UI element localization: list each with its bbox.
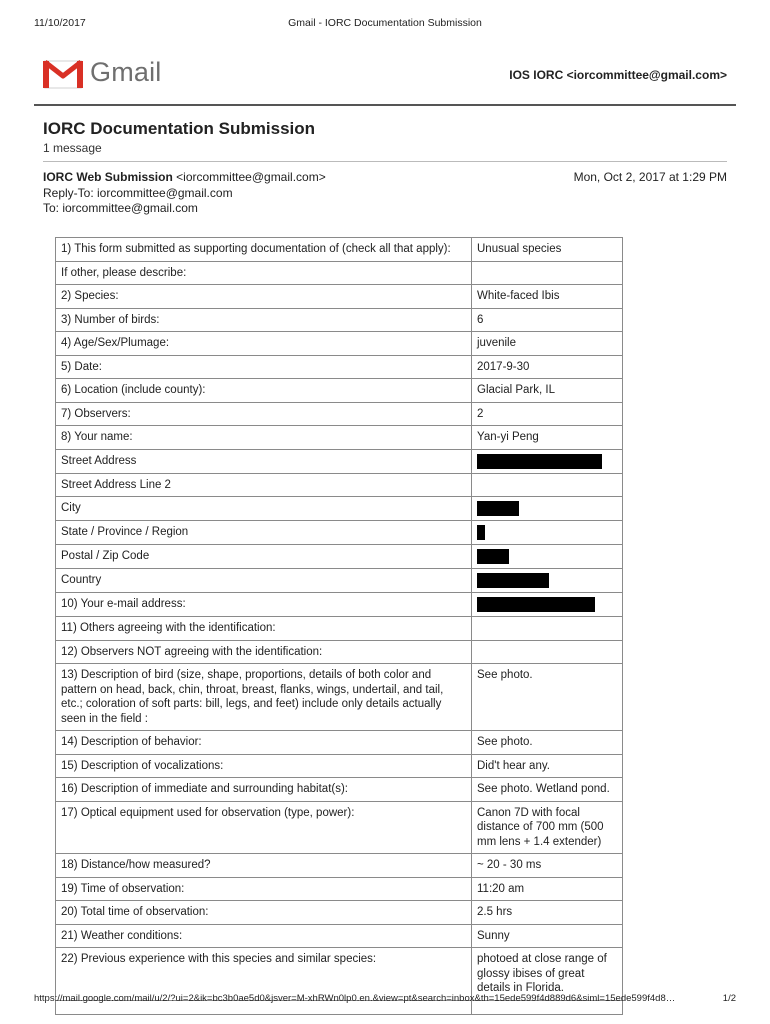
form-answer: Unusual species <box>472 238 623 262</box>
form-question: 17) Optical equipment used for observation (type, power): <box>56 801 472 854</box>
form-question: 20) Total time of observation: <box>56 901 472 925</box>
form-question: 7) Observers: <box>56 402 472 426</box>
form-answer: See photo. <box>472 731 623 755</box>
table-row <box>56 497 623 521</box>
form-question: 8) Your name: <box>56 426 472 450</box>
table-row <box>56 778 623 802</box>
table-row <box>56 801 623 854</box>
table-row <box>56 379 623 403</box>
print-title: Gmail - IORC Documentation Submission <box>288 17 482 29</box>
to-line: To: iorcommittee@gmail.com <box>43 201 198 215</box>
form-answer: Did't hear any. <box>472 754 623 778</box>
redacted-block <box>477 525 485 540</box>
sender-line <box>43 170 326 186</box>
form-answer <box>472 545 623 569</box>
form-question: State / Province / Region <box>56 521 472 545</box>
form-question: 10) Your e-mail address: <box>56 593 472 617</box>
table-row <box>56 473 623 497</box>
form-answer: 2017-9-30 <box>472 355 623 379</box>
table-row <box>56 238 623 262</box>
table-row <box>56 593 623 617</box>
form-question: Street Address Line 2 <box>56 473 472 497</box>
thread-divider <box>43 161 727 162</box>
print-header <box>34 17 736 31</box>
table-row <box>56 640 623 664</box>
form-question: 12) Observers NOT agreeing with the identification: <box>56 640 472 664</box>
form-answer <box>472 617 623 641</box>
gmail-wordmark: Gmail <box>90 57 162 87</box>
form-question: 3) Number of birds: <box>56 308 472 332</box>
print-date: 11/10/2017 <box>34 17 86 29</box>
form-answer <box>472 521 623 545</box>
sender-name: IORC Web Submission <box>43 170 173 184</box>
form-answer <box>472 593 623 617</box>
form-answer <box>472 640 623 664</box>
form-answer: juvenile <box>472 332 623 356</box>
message-meta <box>43 170 326 217</box>
form-question: If other, please describe: <box>56 261 472 285</box>
form-answer: Glacial Park, IL <box>472 379 623 403</box>
redacted-block <box>477 501 519 516</box>
page-number: 1/2 <box>722 993 736 1004</box>
gmail-logo <box>43 59 173 91</box>
form-question: 4) Age/Sex/Plumage: <box>56 332 472 356</box>
table-row <box>56 285 623 309</box>
table-row <box>56 426 623 450</box>
form-question: 15) Description of vocalizations: <box>56 754 472 778</box>
form-answer: Yan-yi Peng <box>472 426 623 450</box>
table-row <box>56 332 623 356</box>
form-answer <box>472 473 623 497</box>
table-row <box>56 402 623 426</box>
table-row <box>56 664 623 731</box>
form-answer <box>472 497 623 521</box>
form-question: Street Address <box>56 449 472 473</box>
message-count: 1 message <box>43 141 102 155</box>
table-row <box>56 308 623 332</box>
submission-form-table <box>55 237 623 1015</box>
sender-email: <iorcommittee@gmail.com> <box>176 170 326 184</box>
thread-subject: IORC Documentation Submission <box>43 119 316 138</box>
form-question: 1) This form submitted as supporting documentation of (check all that apply): <box>56 238 472 262</box>
form-question: 21) Weather conditions: <box>56 924 472 948</box>
redacted-block <box>477 549 509 564</box>
form-question: 11) Others agreeing with the identification: <box>56 617 472 641</box>
table-row <box>56 355 623 379</box>
form-answer: See photo. <box>472 664 623 731</box>
form-question: 19) Time of observation: <box>56 877 472 901</box>
form-question: Postal / Zip Code <box>56 545 472 569</box>
form-question: 22) Previous experience with this species and similar species: <box>56 948 472 1001</box>
table-row <box>56 545 623 569</box>
reply-to-line: Reply-To: iorcommittee@gmail.com <box>43 185 233 200</box>
form-answer <box>472 261 623 285</box>
form-answer: Canon 7D with focal distance of 700 mm (500 mm lens + 1.4 extender) <box>472 801 623 854</box>
form-answer: 2 <box>472 402 623 426</box>
form-answer: photoed at close range of glossy ibises of great details in Florida. <box>472 948 623 1001</box>
table-row <box>56 924 623 948</box>
form-answer: Sunny <box>472 924 623 948</box>
table-row <box>56 449 623 473</box>
redacted-block <box>477 454 602 469</box>
account-address: IOS IORC <iorcommittee@gmail.com> <box>509 68 727 82</box>
form-answer <box>472 449 623 473</box>
table-row <box>56 754 623 778</box>
form-answer: White-faced Ibis <box>472 285 623 309</box>
redacted-block <box>477 597 595 612</box>
table-row <box>56 521 623 545</box>
table-row <box>56 617 623 641</box>
form-answer: ~ 20 - 30 ms <box>472 854 623 878</box>
table-row <box>56 901 623 925</box>
table-row <box>56 261 623 285</box>
table-row <box>56 854 623 878</box>
print-url: https://mail.google.com/mail/u/2/?ui=2&ik=bc3b0ae5d0&jsver=M-xhRWn0lp0.en.&view=pt&search=inbox&th=15ede599f4d889d6&siml=15ede599f4d8… <box>34 993 676 1004</box>
redacted-block <box>477 573 549 588</box>
header-divider <box>34 104 736 106</box>
form-question: 2) Species: <box>56 285 472 309</box>
message-date: Mon, Oct 2, 2017 at 1:29 PM <box>573 170 727 184</box>
form-question: 5) Date: <box>56 355 472 379</box>
form-question: Country <box>56 569 472 593</box>
form-answer: 11:20 am <box>472 877 623 901</box>
table-row <box>56 569 623 593</box>
form-answer: See photo. Wetland pond. <box>472 778 623 802</box>
form-answer <box>472 569 623 593</box>
form-answer: 2.5 hrs <box>472 901 623 925</box>
gmail-m-icon <box>43 59 83 89</box>
form-question: 6) Location (include county): <box>56 379 472 403</box>
form-question: 18) Distance/how measured? <box>56 854 472 878</box>
table-row <box>56 877 623 901</box>
form-question: 14) Description of behavior: <box>56 731 472 755</box>
form-question: City <box>56 497 472 521</box>
form-question: 13) Description of bird (size, shape, proportions, details of both color and pattern on head, back, chin, throat, breast, flanks, wings, undertail, and tail, etc.; coloration of soft parts: bill, legs, and feet) include only details actually seen in the field : <box>56 664 472 731</box>
form-answer: 6 <box>472 308 623 332</box>
form-question: 16) Description of immediate and surrounding habitat(s): <box>56 778 472 802</box>
table-row <box>56 731 623 755</box>
